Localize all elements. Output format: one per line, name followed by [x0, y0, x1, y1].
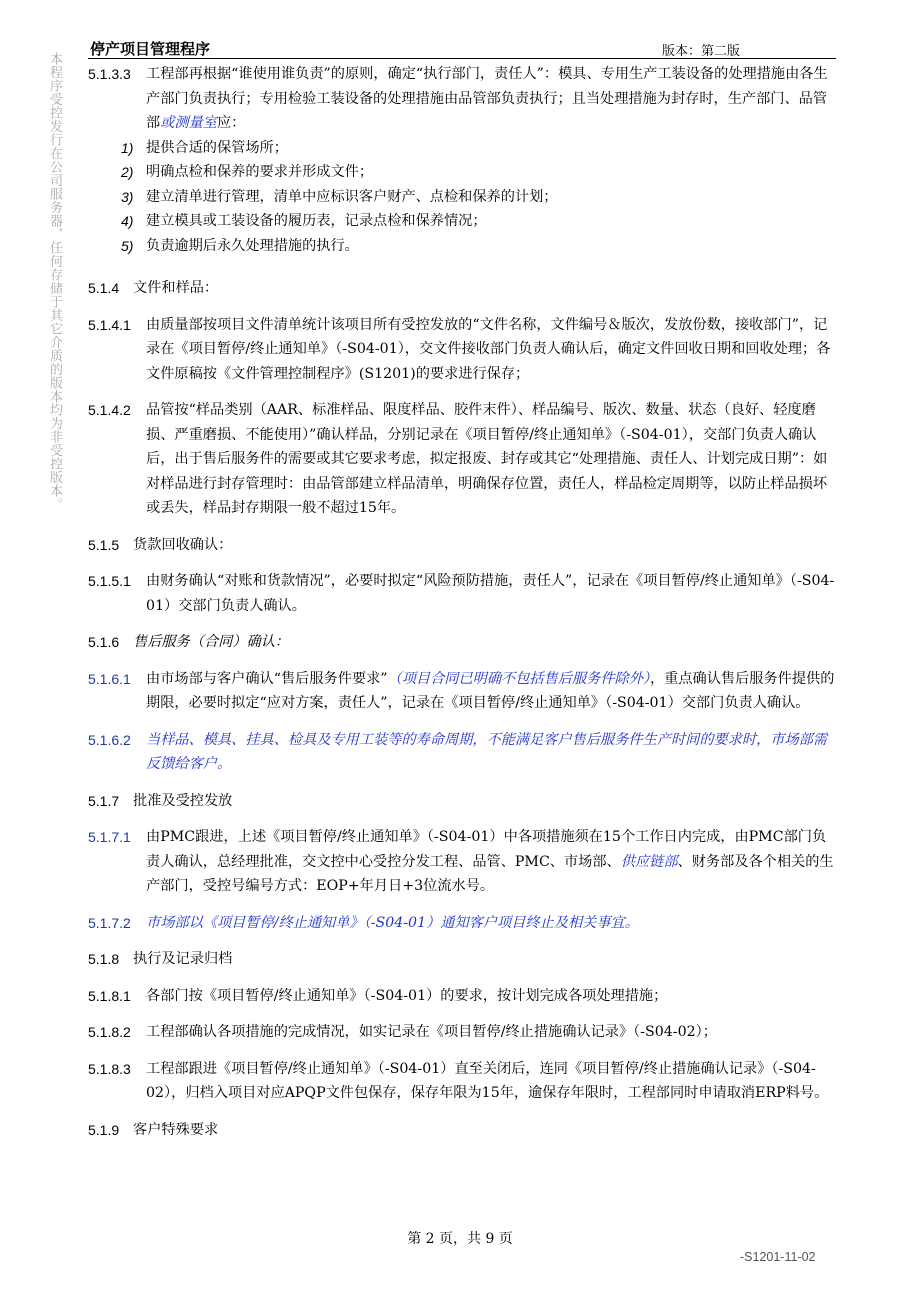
clause-5-1-4-1 — [88, 313, 836, 387]
section-5-1-7 — [88, 789, 836, 814]
list-text: 提供合适的保管场所； — [146, 139, 288, 156]
clause-number: 5.1.5.1 — [88, 573, 131, 589]
clause-text: 应： — [216, 115, 246, 131]
section-title: 文件和样品： — [133, 280, 219, 296]
section-5-1-9 — [88, 1118, 836, 1143]
clause-5-1-6-1 — [88, 667, 836, 716]
control-watermark: 本程序受控发行在公司服务器，任何存储于其它介质的版本均为非受控版本。 — [47, 52, 62, 511]
section-title: 执行及记录归档 — [133, 951, 233, 967]
clause-text: 工程部跟进《项目暂停/终止通知单》（-S04-01）直至关闭后，连同《项目暂停/终止措施确认记录》（-S04-02），归档入项目对应APQP文件包保存，保存年限为15年，逾保存年限时，工程部同时申请取消ERP料号。 — [146, 1060, 829, 1101]
clause-text: 由PMC跟进，上述《项目暂停/终止通知单》（-S04-01）中各项措施须在15个工作日内完成，由PMC部门负责人确认，总经理批准，交文控中心受控分发工程、品管、PMC、市场部、 — [146, 829, 827, 870]
clause-5-1-5-1 — [88, 569, 836, 618]
list-number: 1) — [121, 139, 134, 156]
clause-number: 5.1.4.1 — [88, 316, 131, 333]
clause-5-1-6-2 — [88, 728, 836, 777]
list-text: 明确点检和保养的要求并形成文件； — [146, 164, 374, 180]
revision-text: 市场部以《项目暂停/终止通知单》（-S04-01）通知客户项目终止及相关事宜。 — [146, 914, 639, 931]
clause-text: 工程部确认各项措施的完成情况，如实记录在《项目暂停/终止措施确认记录》（-S04-02）； — [146, 1024, 717, 1040]
list-number: 5) — [121, 237, 134, 254]
section-number: 5.1.7 — [88, 792, 120, 809]
list-item — [88, 160, 836, 185]
clause-number: 5.1.7.1 — [88, 829, 131, 845]
clause-number: 5.1.6.1 — [88, 670, 131, 687]
page-number: 第 2 页，共 9 页 — [407, 1231, 513, 1247]
section-number: 5.1.6 — [88, 634, 120, 650]
list-text: 负责逾期后永久处理措施的执行。 — [146, 237, 359, 254]
list-number: 3) — [121, 188, 134, 205]
revision-text: 当样品、模具、挂具、检具及专用工装等的寿命周期，不能满足客户售后服务件生产时间的要求时，市场部需反馈给客户。 — [146, 731, 828, 772]
section-title: 客户特殊要求 — [133, 1121, 219, 1138]
list-item — [88, 209, 836, 234]
list-number: 4) — [121, 213, 134, 229]
section-number: 5.1.5 — [88, 536, 120, 553]
clause-5-1-4-2 — [88, 398, 836, 521]
clause-number: 5.1.8.2 — [88, 1024, 131, 1040]
revision-text: 或测量室 — [160, 115, 217, 131]
clause-5-1-8-1 — [88, 984, 836, 1009]
list-item — [88, 234, 836, 259]
clause-number: 5.1.6.2 — [88, 731, 131, 748]
section-title: 批准及受控发放 — [133, 792, 233, 809]
document-body — [88, 62, 836, 1142]
clause-text: 由财务确认“对账和货款情况”，必要时拟定“风险预防措施，责任人”，记录在《项目暂停/终止通知单》（-S04-01）交部门负责人确认。 — [146, 573, 835, 614]
section-title: 售后服务（合同）确认： — [133, 634, 290, 650]
version-label: 版本：第二版 — [662, 44, 741, 59]
clause-number: 5.1.4.2 — [88, 402, 131, 418]
list-text: 建立清单进行管理，清单中应标识客户财产、点检和保养的计划； — [146, 188, 558, 205]
list-text: 建立模具或工装设备的履历表，记录点检和保养情况； — [146, 213, 487, 229]
section-number: 5.1.8 — [88, 951, 120, 967]
clause-text: 品管按“样品类别（AAR、标准样品、限度样品、胶件末件）、样品编号、版次、数量、状态（良好、轻度磨损、严重磨损、不能使用）”确认样品，分别记录在《项目暂停/终止通知单》（-S04-01），交部门负责人确认后，出于售后服务件的需要或其它要求考虑，拟定报废、封存或其它“处理措施、责任人、计划完成日期”：如对样品进行封存管理时：由品管部建立样品清单，明确保存位置，责任人，样品检定周期等，以防止样品损坏或丢失，样品封存期限一般不超过15年。 — [146, 402, 828, 516]
clause-5-1-7-1 — [88, 825, 836, 899]
clause-text: 由质量部按项目文件清单统计该项目所有受控发放的“文件名称，文件编号＆版次，发放份数，接收部门”，记录在《项目暂停/终止通知单》（-S04-01），交文件接收部门负责人确认后，确定文件回收日期和回收处理；各文件原稿按《文件管理控制程序》(S1201)的要求进行保存； — [146, 316, 831, 382]
clause-5-1-8-2 — [88, 1020, 836, 1045]
page-header — [88, 36, 836, 59]
clause-text: ，重点确认售后服务件提供的期限，必要时拟定“应对方案，责任人”，记录在《项目暂停/终止通知单》（-S04-01）交部门负责人确认。 — [146, 670, 835, 711]
clause-5-1-7-2 — [88, 911, 836, 936]
clause-number: 5.1.3.3 — [88, 66, 131, 82]
clause-number: 5.1.8.3 — [88, 1060, 131, 1077]
list-item — [88, 136, 836, 161]
clause-5-1-8-3 — [88, 1057, 836, 1106]
clause-5-1-3-3 — [88, 62, 836, 136]
section-number: 5.1.9 — [88, 1121, 120, 1138]
form-code: -S1201-11-02 — [740, 1250, 816, 1264]
list-item — [88, 185, 836, 210]
section-number: 5.1.4 — [88, 280, 120, 296]
clause-number: 5.1.8.1 — [88, 987, 131, 1004]
revision-text: （项目合同已明确不包括售后服务件除外） — [387, 670, 650, 687]
section-5-1-4 — [88, 276, 836, 301]
clause-number: 5.1.7.2 — [88, 914, 131, 931]
clause-text: 由市场部与客户确认“售后服务件要求” — [146, 670, 388, 687]
clause-text: 各部门按《项目暂停/终止通知单》（-S04-01）的要求，按计划完成各项处理措施； — [146, 987, 668, 1004]
section-5-1-8 — [88, 947, 836, 972]
clause-text: 、财务部及各个相关的生产部门，受控号编号方式：EOP+年月日+3位流水号。 — [146, 853, 834, 894]
section-title: 货款回收确认： — [133, 536, 233, 553]
section-5-1-6 — [88, 630, 836, 655]
section-5-1-5 — [88, 533, 836, 558]
revision-text: 供应链部 — [620, 853, 678, 870]
list-number: 2) — [121, 164, 134, 180]
clause-text: 工程部再根据“谁使用谁负责”的原则，确定“执行部门，责任人”：模具、专用生产工装设备的处理措施由各生产部门负责执行；专用检验工装设备的处理措施由品管部负责执行；且当处理措施为封存时，生产部门、品管部 — [146, 66, 828, 131]
document-title: 停产项目管理程序 — [90, 40, 211, 58]
